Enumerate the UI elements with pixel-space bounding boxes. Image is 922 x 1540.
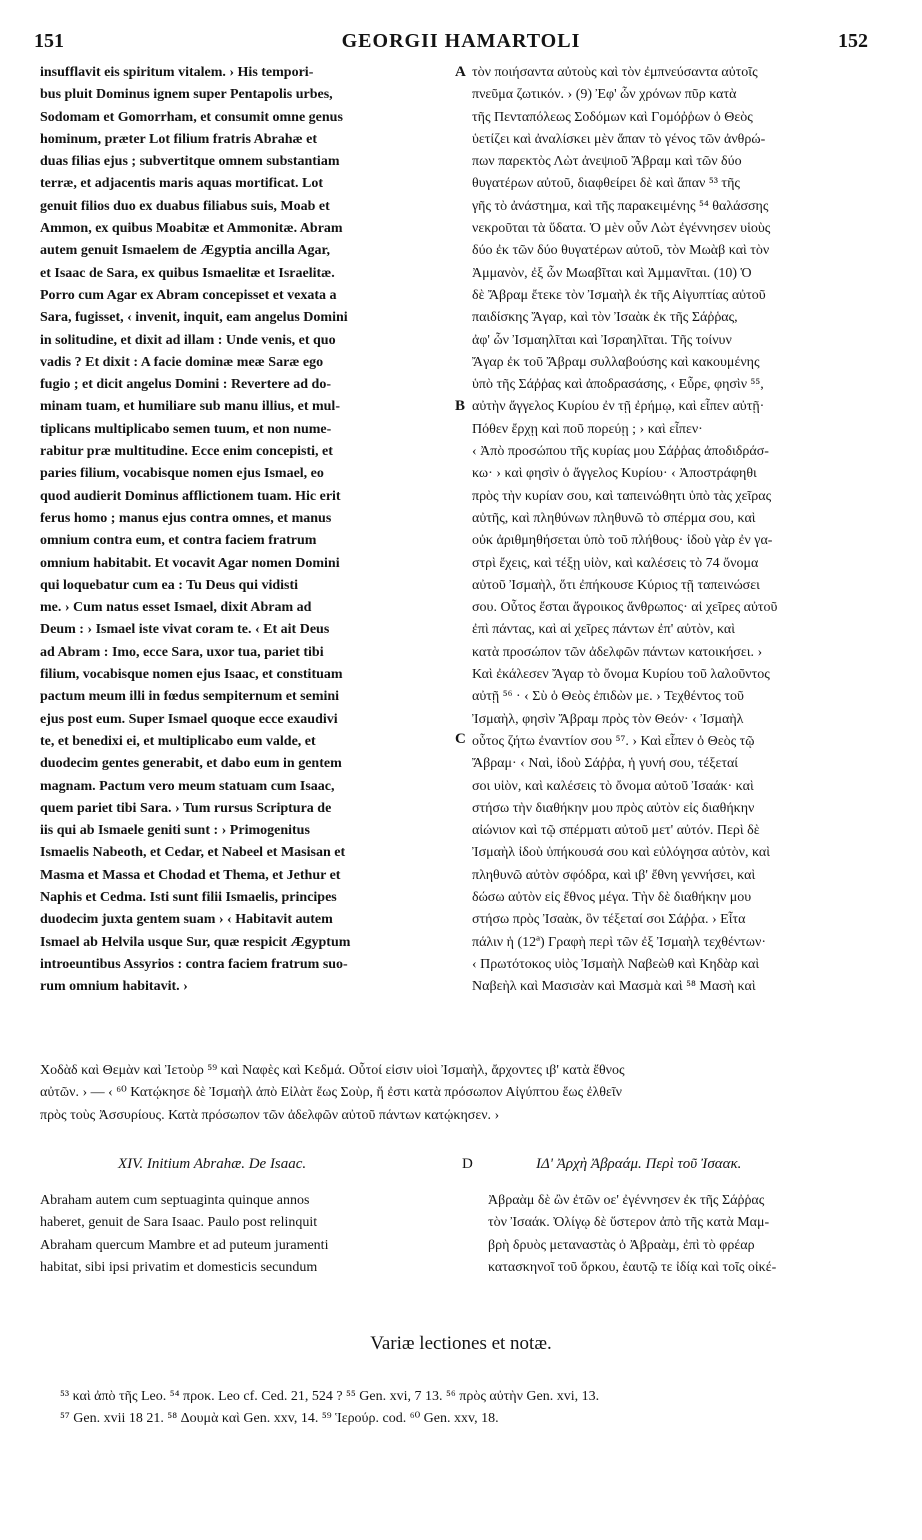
latin-line: Naphis et Cedma. Isti sunt filii Ismaelis, principes	[40, 889, 337, 905]
latin-section-text	[40, 1190, 452, 1279]
greek-line: πων παρεκτὸς Λὼτ ἀνεψιοῦ Ἄβραμ καὶ τῶν δύο	[472, 154, 742, 170]
greek-line: πάλιν ἡ (12ª) Γραφὴ περὶ τῶν ἐξ Ἰσμαὴλ τεχθέντων·	[472, 934, 766, 950]
greek-line: ἀφ' ὧν Ἰσμαηλῖται καὶ Ἰσραηλῖται. Τῆς τοίνυν	[472, 332, 732, 348]
latin-line: hominum, præter Lot filium fratris Abrahæ et	[40, 131, 317, 147]
greek-line: αἰώνιον καὶ τῷ σπέρματι αὐτοῦ μετ' αὐτόν. Περὶ δὲ	[472, 823, 760, 839]
greek-line: στήσω πρὸς Ἰσαὰκ, ὃν τέξεταί σοι Σάῤῥα. › Εἶτα	[472, 912, 746, 928]
latin-line: genuit filios duo ex duabus filiabus suis, Moab et	[40, 198, 330, 214]
greek-line: Ἰσμαὴλ ἰδοὺ ὑπήκουσά σου καὶ εὐλόγησα αὐτὸν, καὶ	[472, 845, 771, 861]
greek-line: πρὸς τὴν κυρίαν σου, καὶ ταπεινώθητι ὑπὸ τὰς χεῖρας	[472, 488, 772, 504]
latin-line: tiplicans multiplicabo semen tuum, et non nume-	[40, 421, 332, 437]
latin-section-line: Abraham quercum Mambre et ad puteum juramenti	[40, 1237, 329, 1253]
greek-section-line: κατασκηνοῖ τοῦ ὅρκου, ἑαυτῷ τε ἰδίᾳ καὶ τοῖς οἰκέ-	[488, 1259, 777, 1275]
latin-line: ferus homo ; manus ejus contra omnes, et manus	[40, 510, 332, 526]
page-number-right: 152	[838, 30, 868, 52]
latin-line: magnam. Pactum vero meum statuam cum Isaac,	[40, 778, 335, 794]
section-heading-latin: XIV. Initium Abrahæ. De Isaac.	[118, 1156, 307, 1172]
margin-letter-a: A	[455, 64, 466, 80]
greek-line: ‹ Πρωτότοκος υἱὸς Ἰσμαὴλ Ναβεὼθ καὶ Κηδὰρ καὶ	[472, 956, 760, 972]
latin-line: omnium habitabit. Et vocavit Agar nomen Domini	[40, 555, 340, 571]
greek-line: ἐπὶ πάντας, καὶ αἱ χεῖρες πάντων ἐπ' αὐτὸν, καὶ	[472, 622, 735, 638]
latin-line: autem genuit Ismaelem de Ægyptia ancilla Agar,	[40, 243, 330, 259]
full-width-text	[40, 1060, 888, 1127]
latin-line: fugio ; et dicit angelus Domini : Revertere ad do-	[40, 377, 331, 393]
greek-line: Ἰσμαὴλ, φησὶν Ἄβραμ πρὸς τὸν Θεόν· ‹ Ἰσμαὴλ	[472, 711, 744, 727]
full-width-line: αὐτῶν. › — ‹ ⁶⁰ Κατῴκησε δὲ Ἰσμαὴλ ἀπὸ Εἰλὰτ ἕως Σοὺρ, ἥ ἐστι κατὰ πρόσωπον Αἰγύπτου ἕως ἐλθεῖν	[40, 1085, 622, 1101]
latin-line: rum omnium habitavit. ›	[40, 979, 188, 995]
latin-line: bus pluit Dominus ignem super Pentapolis urbes,	[40, 87, 333, 103]
notes-title: Variæ lectiones et notæ.	[370, 1333, 552, 1354]
latin-line: filium, vocabisque nomen ejus Isaac, et constituam	[40, 667, 343, 683]
latin-line: in solitudine, et dixit ad illam : Unde venis, et quo	[40, 332, 336, 348]
latin-line: Sodomam et Gomorrham, et consumit omne genus	[40, 109, 343, 125]
running-title: GEORGII HAMARTOLI	[341, 30, 581, 52]
page-number-left: 151	[34, 30, 64, 52]
greek-line: δύο ἐκ τῶν δύο θυγατέρων αὐτοῦ, τὸν Μωὰβ καὶ τὸν	[472, 243, 770, 259]
latin-line: omnium contra eum, et contra faciem fratrum	[40, 533, 317, 549]
greek-line: αὐτοῦ Ἰσμαὴλ, ὅτι ἐπήκουσε Κύριος τῇ ταπεινώσει	[472, 577, 760, 593]
section-heading-greek: ΙΔ' Ἀρχὴ Ἀβραάμ. Περὶ τοῦ Ἰσαακ.	[536, 1156, 742, 1172]
greek-line: οὗτος ζήτω ἐναντίον σου ⁵⁷. › Καὶ εἶπεν ὁ Θεὸς τῷ	[472, 733, 755, 749]
latin-line: Masma et Massa et Chodad et Thema, et Jethur et	[40, 867, 341, 883]
greek-line: Πόθεν ἔρχῃ καὶ ποῦ πορεύῃ ; › καὶ εἶπεν·	[472, 421, 703, 437]
greek-line: τὸν ποιήσαντα αὐτοὺς καὶ τὸν ἐμπνεύσαντα αὐτοῖς	[472, 65, 758, 80]
latin-line: Ammon, ex quibus Moabitæ et Ammonitæ. Abram	[40, 221, 343, 237]
latin-line: te, et benedixi ei, et multiplicabo eum valde, et	[40, 733, 316, 749]
latin-line: Ismaelis Nabeoth, et Cedar, et Nabeel et Masisan et	[40, 845, 346, 861]
greek-line: δώσω αὐτὸν εἰς ἔθνος μέγα. Τὴν δὲ διαθήκην μου	[472, 889, 752, 905]
note-line: ⁵⁷ Gen. xvii 18 21. ⁵⁸ Δουμὰ καὶ Gen. xxv, 14. ⁵⁹ Ἱερούρ. cod. ⁶⁰ Gen. xxv, 18.	[60, 1411, 499, 1426]
greek-line: δὲ Ἄβραμ ἔτεκε τὸν Ἰσμαὴλ ἐκ τῆς Αἰγυπτίας αὐτοῦ	[472, 287, 766, 303]
latin-line: introeuntibus Assyrios : contra faciem fratrum suo-	[40, 956, 348, 972]
latin-line: Ismael ab Helvila usque Sur, quæ respicit Ægyptum	[40, 934, 351, 950]
latin-line: ejus post eum. Super Ismael quoque ecce exaudivi	[40, 711, 338, 727]
section-mark: D	[462, 1156, 473, 1172]
note-line: ⁵³ καὶ ἀπὸ τῆς Leo. ⁵⁴ προκ. Leo cf. Ced. 21, 524 ? ⁵⁵ Gen. xvi, 7 13. ⁵⁶ πρὸς αὐτὴν Gen. xvi, 13.	[60, 1389, 600, 1404]
notes-list	[60, 1386, 890, 1430]
greek-line: ὑετίζει καὶ ἀναλίσκει μὲν ἅπαν τὸ γένος τῶν ἀνθρώ-	[472, 131, 766, 147]
greek-line: αὐτὴν ἄγγελος Κυρίου ἐν τῇ ἐρήμῳ, καὶ εἶπεν αὐτῇ·	[472, 399, 765, 415]
latin-section-line: habitat, sibi ipsi privatim et domesticis secundum	[40, 1259, 318, 1275]
greek-line: αὐτῇ ⁵⁶ · ‹ Σὺ ὁ Θεὸς ἐπιδὼν με. › Τεχθέντος τοῦ	[472, 689, 744, 705]
greek-line: πνεῦμα ζωτικόν. › (9) Ἐφ' ὧν χρόνων πῦρ κατὰ	[472, 87, 737, 103]
greek-line: σου. Οὗτος ἔσται ἄγροικος ἄνθρωπος· αἱ χεῖρες αὐτοῦ	[472, 600, 778, 616]
latin-line: Sara, fugisset, ‹ invenit, inquit, eam angelus Domini	[40, 310, 348, 326]
greek-line: Ναβεὴλ καὶ Μασισὰν καὶ Μασμὰ καὶ ⁵⁸ Μασὴ καὶ	[472, 979, 756, 995]
latin-line: qui loquebatur cum ea : Tu Deus qui vidisti	[40, 577, 299, 593]
greek-line: ὑπὸ τῆς Σάῤῥας καὶ ἀποδρασάσης, ‹ Εὗρε, φησὶν ⁵⁵,	[472, 377, 764, 393]
latin-line: iis qui ab Ismaele geniti sunt : › Primogenitus	[40, 823, 310, 839]
greek-line: πληθυνῶ αὐτὸν σφόδρα, καὶ ιβ' ἔθνη γεννήσει, καὶ	[472, 867, 756, 883]
latin-line: paries filium, vocabisque nomen ejus Ismael, eo	[40, 466, 324, 482]
latin-line: insufflavit eis spiritum vitalem. › His tempori-	[40, 65, 314, 80]
greek-section-line: Ἀβραὰμ δὲ ὢν ἐτῶν οε' ἐγέννησεν ἐκ τῆς Σάῤῥας	[488, 1193, 765, 1208]
latin-line: pactum meum illi in fœdus sempiternum et semini	[40, 689, 340, 705]
full-width-line: πρὸς τοὺς Ἀσσυρίους. Κατὰ πρόσωπον τῶν ἀδελφῶν αὐτοῦ πάντων κατῴκησεν. ›	[40, 1107, 500, 1123]
latin-line: quem pariet tibi Sara. › Tum rursus Scriptura de	[40, 800, 332, 816]
latin-line: vadis ? Et dixit : A facie dominæ meæ Saræ ego	[40, 354, 324, 370]
greek-line: ‹ Ἀπὸ προσώπου τῆς κυρίας μου Σάῤῥας ἀποδιδράσ-	[472, 444, 769, 460]
latin-line: minam tuam, et humiliare sub manu illius, et mul-	[40, 399, 340, 415]
greek-line: οὐκ ἀριθμηθήσεται ὑπὸ τοῦ πλήθους· ἰδοὺ γὰρ ἐν γα-	[472, 533, 773, 549]
latin-line: duodecim gentes generabit, et dabo eum in gentem	[40, 756, 342, 772]
greek-line: παιδίσκης Ἄγαρ, καὶ τὸν Ἰσαὰκ ἐκ τῆς Σάῤῥας,	[472, 310, 738, 326]
latin-line: quod audierit Dominus afflictionem tuam. Hic erit	[40, 488, 341, 504]
greek-line: στρὶ ἔχεις, καὶ τέξῃ υἱὸν, καὶ καλέσεις τὸ 74 ὄνομα	[472, 555, 759, 571]
greek-line: τῆς Πενταπόλεως Σοδόμων καὶ Γομόῤῥων ὁ Θεὸς	[472, 109, 753, 125]
latin-line: me. › Cum natus esset Ismael, dixit Abram ad	[40, 600, 312, 616]
latin-line: terræ, et adjacentis maris aquas mortificat. Lot	[40, 176, 324, 192]
greek-section-text	[488, 1190, 888, 1279]
latin-line: duodecim juxta gentem suam › ‹ Habitavit autem	[40, 912, 333, 928]
greek-line: κω· › καὶ φησὶν ὁ ἄγγελος Κυρίου· ‹ Ἀποστράφηθι	[472, 466, 757, 482]
full-width-line: Χοδὰδ καὶ Θεμὰν καὶ Ἰετοὺρ ⁵⁹ καὶ Ναφὲς καὶ Κεδμά. Οὗτοί εἰσιν υἱοὶ Ἰσμαὴλ, ἄρχοντες ιβ' κατὰ ἔθνος	[40, 1063, 625, 1078]
margin-letter-b: B	[455, 398, 466, 414]
greek-line: σοι υἱὸν, καὶ καλέσεις τὸ ὄνομα αὐτοῦ Ἰσαάκ· καὶ	[472, 778, 754, 794]
latin-section-line: Abraham autem cum septuaginta quinque annos	[40, 1193, 310, 1208]
greek-line: γῆς τὸ ἀνάστημα, καὶ τῆς παρακειμένης ⁵⁴ θαλάσσης	[472, 198, 769, 214]
latin-line: ad Abram : Imo, ecce Sara, uxor tua, pariet tibi	[40, 644, 324, 660]
latin-section-line: haberet, genuit de Sara Isaac. Paulo post relinquit	[40, 1215, 318, 1231]
greek-line: στήσω τὴν διαθήκην μου πρὸς αὐτὸν εἰς διαθήκην	[472, 800, 755, 816]
latin-line: duas filias ejus ; subvertitque omnem substantiam	[40, 154, 340, 170]
greek-line: Ἀμμανὸν, ἐξ ὧν Μωαβῖται καὶ Ἀμμανῖται. (10) Ὁ	[472, 265, 752, 281]
greek-line: Καὶ ἐκάλεσεν Ἄγαρ τὸ ὄνομα Κυρίου τοῦ λαλοῦντος	[472, 667, 770, 683]
latin-line: et Isaac de Sara, ex quibus Ismaelitæ et Israelitæ.	[40, 265, 335, 281]
margin-letter-c: C	[455, 731, 466, 747]
greek-line: Ἄγαρ ἐκ τοῦ Ἄβραμ συλλαβούσης καὶ κακουμένης	[472, 354, 760, 370]
greek-section-line: βρὴ δρυὸς μεταναστὰς ὁ Ἀβραὰμ, ἐπὶ τὸ φρέαρ	[488, 1237, 755, 1253]
greek-line: αὐτῆς, καὶ πληθύνων πληθυνῶ τὸ σπέρμα σου, καὶ	[472, 510, 756, 526]
latin-line: rabitur præ multitudine. Ecce enim concepisti, et	[40, 444, 333, 460]
latin-line: Porro cum Agar ex Abram concepisset et vexata a	[40, 287, 337, 303]
greek-column	[472, 62, 888, 998]
greek-line: θυγατέρων αὐτοῦ, διαφθείρει δὲ καὶ ἅπαν ⁵³ τῆς	[472, 176, 740, 192]
greek-line: νεκροῦται τὰ ὕδατα. Ὁ μὲν οὖν Λὼτ ἐγέννησεν υἱοὺς	[472, 221, 771, 237]
greek-line: Ἄβραμ· ‹ Ναὶ, ἰδοὺ Σάῤῥα, ἡ γυνή σου, τέξεταί	[472, 756, 739, 772]
latin-line: Deum : › Ismael iste vivat coram te. ‹ Et ait Deus	[40, 622, 330, 638]
greek-section-line: τὸν Ἰσαάκ. Ὀλίγῳ δὲ ὕστερον ἀπὸ τῆς κατὰ Μαμ-	[488, 1215, 770, 1231]
latin-column	[40, 62, 452, 998]
greek-line: κατὰ προσώπον τῶν ἀδελφῶν πάντων κατοικήσει. ›	[472, 644, 763, 660]
